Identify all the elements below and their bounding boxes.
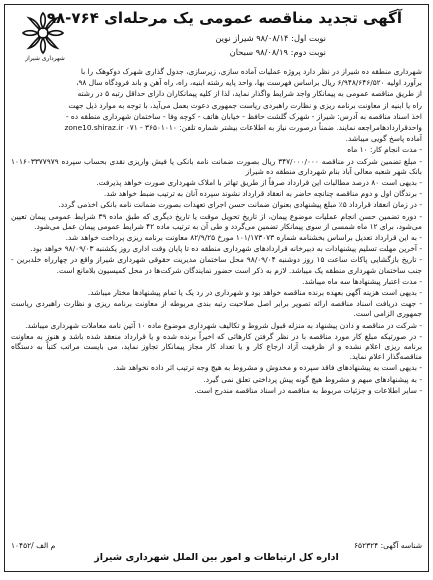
- notice-footer: [11, 541, 422, 567]
- intro-line: آماده پاسخ گویی میباشد.: [345, 134, 422, 144]
- intro-paragraph: [11, 67, 422, 156]
- condition-item: - بدیهی است به پیشنهادهای فاقد سپرده و مخدوش و مشروط به هیچ وجه ترتیب اثر داده نخواهد شد.: [113, 363, 422, 373]
- condition-item: - سایر اطلاعات و جزئیات مربوط به مناقصه در اسناد مناقصه مندرج است.: [194, 385, 422, 395]
- notice-title: آگهی تجدید مناقصه عمومی یک مرحله‌ای ۷۶۴-۹۸: [46, 9, 402, 27]
- publication-second-label: نوبت دوم:: [290, 47, 326, 57]
- publication-first-date: ۹۸/۰۸/۱۴ شیراز نوین: [215, 33, 289, 43]
- issuing-office: اداره کل ارتباطات و امور بین الملل شهرداری شیراز: [94, 552, 339, 563]
- notice-header: [11, 9, 422, 67]
- condition-item: - آخرین مهلت تسلیم پیشنهادات به دبیرخانه قراردادهای شهرداری منطقه ده تا پایان وقت اداری روز یکشنبه ۹۸/۰۹/۰۳ خواهد بود.: [30, 244, 422, 254]
- condition-item: - بدیهی است ۸۰ درصد مطالبات این قرارداد صرفاً از طریق تهاتر با املاک شهرداری صورت خواهد پذیرفت.: [96, 178, 422, 188]
- logo-caption: شهرداری شیراز: [25, 55, 65, 62]
- publication-second: [230, 47, 326, 57]
- intro-line: از طریق مناقصه عمومی به پیمانکار واجد شرایط واگذار نماید، لذا از کلیه پیمانکاران دارای حداقل رتبه ۵ در رشته: [77, 89, 422, 99]
- publication-second-date: ۹۸/۰۸/۱۹ سبحان: [229, 47, 289, 57]
- notice-id: شناسه آگهی: ۶۵۲۳۲۴: [354, 541, 422, 550]
- notice-body: [11, 67, 422, 396]
- intro-line: شهرداری منطقه ده شیراز در نظر دارد پروژه عملیات آماده سازی، زیرسازی، جدول گذاری شهرک دوکوهک را با: [80, 67, 422, 76]
- condition-item: - بدیهی است هزینه آگهی بعهده برنده مناقصه خواهد بود و شهرداری در رد یک یا تمام پیشنهادها مختار میباشد.: [87, 288, 422, 298]
- condition-item: - برندگان اول و دوم مناقصه چنانچه حاضر به انعقاد قرارداد نشوند سپرده آنان به ترتیب ضبط خواهد شد.: [103, 189, 422, 199]
- condition-item: - به این قرارداد تعدیل براساس بخشنامه شماره ۱۰۱/۱۷۳۰۷۳ مورخ ۸۲/۹/۲۵ معاونت برنامه ریزی پرداخت خواهد شد.: [65, 233, 422, 243]
- tender-notice: [4, 4, 429, 572]
- publication-first-label: نوبت اول:: [291, 33, 326, 43]
- intro-line: واحدقراردادهامراجعه نمایند. ضمناً درصورت نیاز به اطلاعات بیشتر شماره تلفن: ۳۶۵۰۱۰۱۰ - ۰۷۱ zone10.shiraz.ir: [64, 123, 422, 133]
- condition-item: - دوره تضمین حسن انجام عملیات موضوع پیمان، از تاریخ تحویل موقت یا تاریخ دیگری که طبق ماده ۳۹ شرایط عمومی پیمان تعیین می‌شود، برای ۱۲ ماه شمسی از سوی پیمانکار تضمین می‌گردد و طی آن به ترتیب ماده ۴۲ شرایط عمومی پیمان عمل می‌شود.: [11, 211, 422, 231]
- condition-item: - در زمان انعقاد قرارداد ۵٪ مبلغ پیشنهادی بعنوان ضمانت حسن اجرای تعهدات بصورت ضمانت نامه بانکی اخذمی گردد.: [58, 200, 422, 210]
- condition-item: - در صورتیکه مبلغ کار مورد مناقصه با در نظر گرفتن کارهائی که اخیراً برنده شده و یا قرارداد منعقد شده باشد و هنوز به معاونت برنامه ریزی اعلام نشده و از ظرفیت آزاد ارجاع کار و یا تعداد کار مجاز پیمانکار تجاوز نماید، می بایست مراتب کتباً به دستگاه مناقصه‌گذار اعلام نماید.: [11, 331, 422, 362]
- intro-line: راه یا ابنیه از معاونت برنامه ریزی و نظارت راهبردی ریاست جمهوری دعوت بعمل می‌آید، با توجه به موارد ذیل جهت: [68, 100, 422, 110]
- publication-first: [215, 33, 326, 43]
- condition-item: - جهت دریافت اسناد مناقصه ارائه تصویر برابر اصل صلاحیت رتبه بندی مربوطه از معاونت برنامه ریزی و نظارت راهبردی ریاست جمهوری الزامی است.: [11, 299, 422, 319]
- condition-item: - شرکت در مناقصه و دادن پیشنهاد به منزله قبول شروط و تکالیف شهرداری موضوع ماده ۱۰ آئین نامه معاملات شهرداری میباشد.: [25, 320, 422, 330]
- intro-line: اخذ اسناد مناقصه به آدرس: شیراز - شهرک گلشت حافظ - خیابان هاتف - کوچه وفا - ساختمان شهرداری منطقه ده -: [65, 111, 422, 121]
- notice-reference-number: م الف /۱۰۴۵۲: [11, 541, 56, 550]
- condition-item: - مدت اعتبار پیشنهادها سه ماه میباشد.: [302, 276, 422, 286]
- condition-item: - تاریخ بازگشایی پاکات ساعت ۱۵ روز دوشنبه ۹۸/۰۹/۰۴ محل ساختمان مدیریت حقوقی شهرداری شیراز واقع در چهارراه خلدبرین - جنب ساختمان شهرداری منطقه یک میباشد. لازم به ذکر است حضور نمایندگان شرکت‌ها در محل کمیسیون بلامانع است.: [11, 255, 422, 275]
- conditions-list: [11, 157, 422, 396]
- condition-item: - مبلغ تضمین شرکت در مناقصه ۳۴۷/۰۰۰/۰۰۰ ریال بصورت ضمانت نامه بانکی یا فیش واریزی نقدی بحساب سپرده ۱۰۱۶۰۳۳۷۷۹۷۹ بانک شهر شعبه معالی آباد بنام شهرداری منطقه ده شیراز: [11, 156, 423, 176]
- intro-line: - مدت انجام کار: ۱۰ ماه: [347, 145, 422, 155]
- intro-line: برآورد اولیه ۶/۹۴۸/۶۴۶/۵۲۰ ریال براساس فهرست بها، واحد پایه رشته ابنیه، راه، راه آهن و باند فرودگاه سال ۹۸،: [76, 78, 422, 88]
- condition-item: - به پیشنهادهای مبهم و مشروط هیچ گونه پیش پرداختی تعلق نمی گیرد.: [203, 374, 422, 384]
